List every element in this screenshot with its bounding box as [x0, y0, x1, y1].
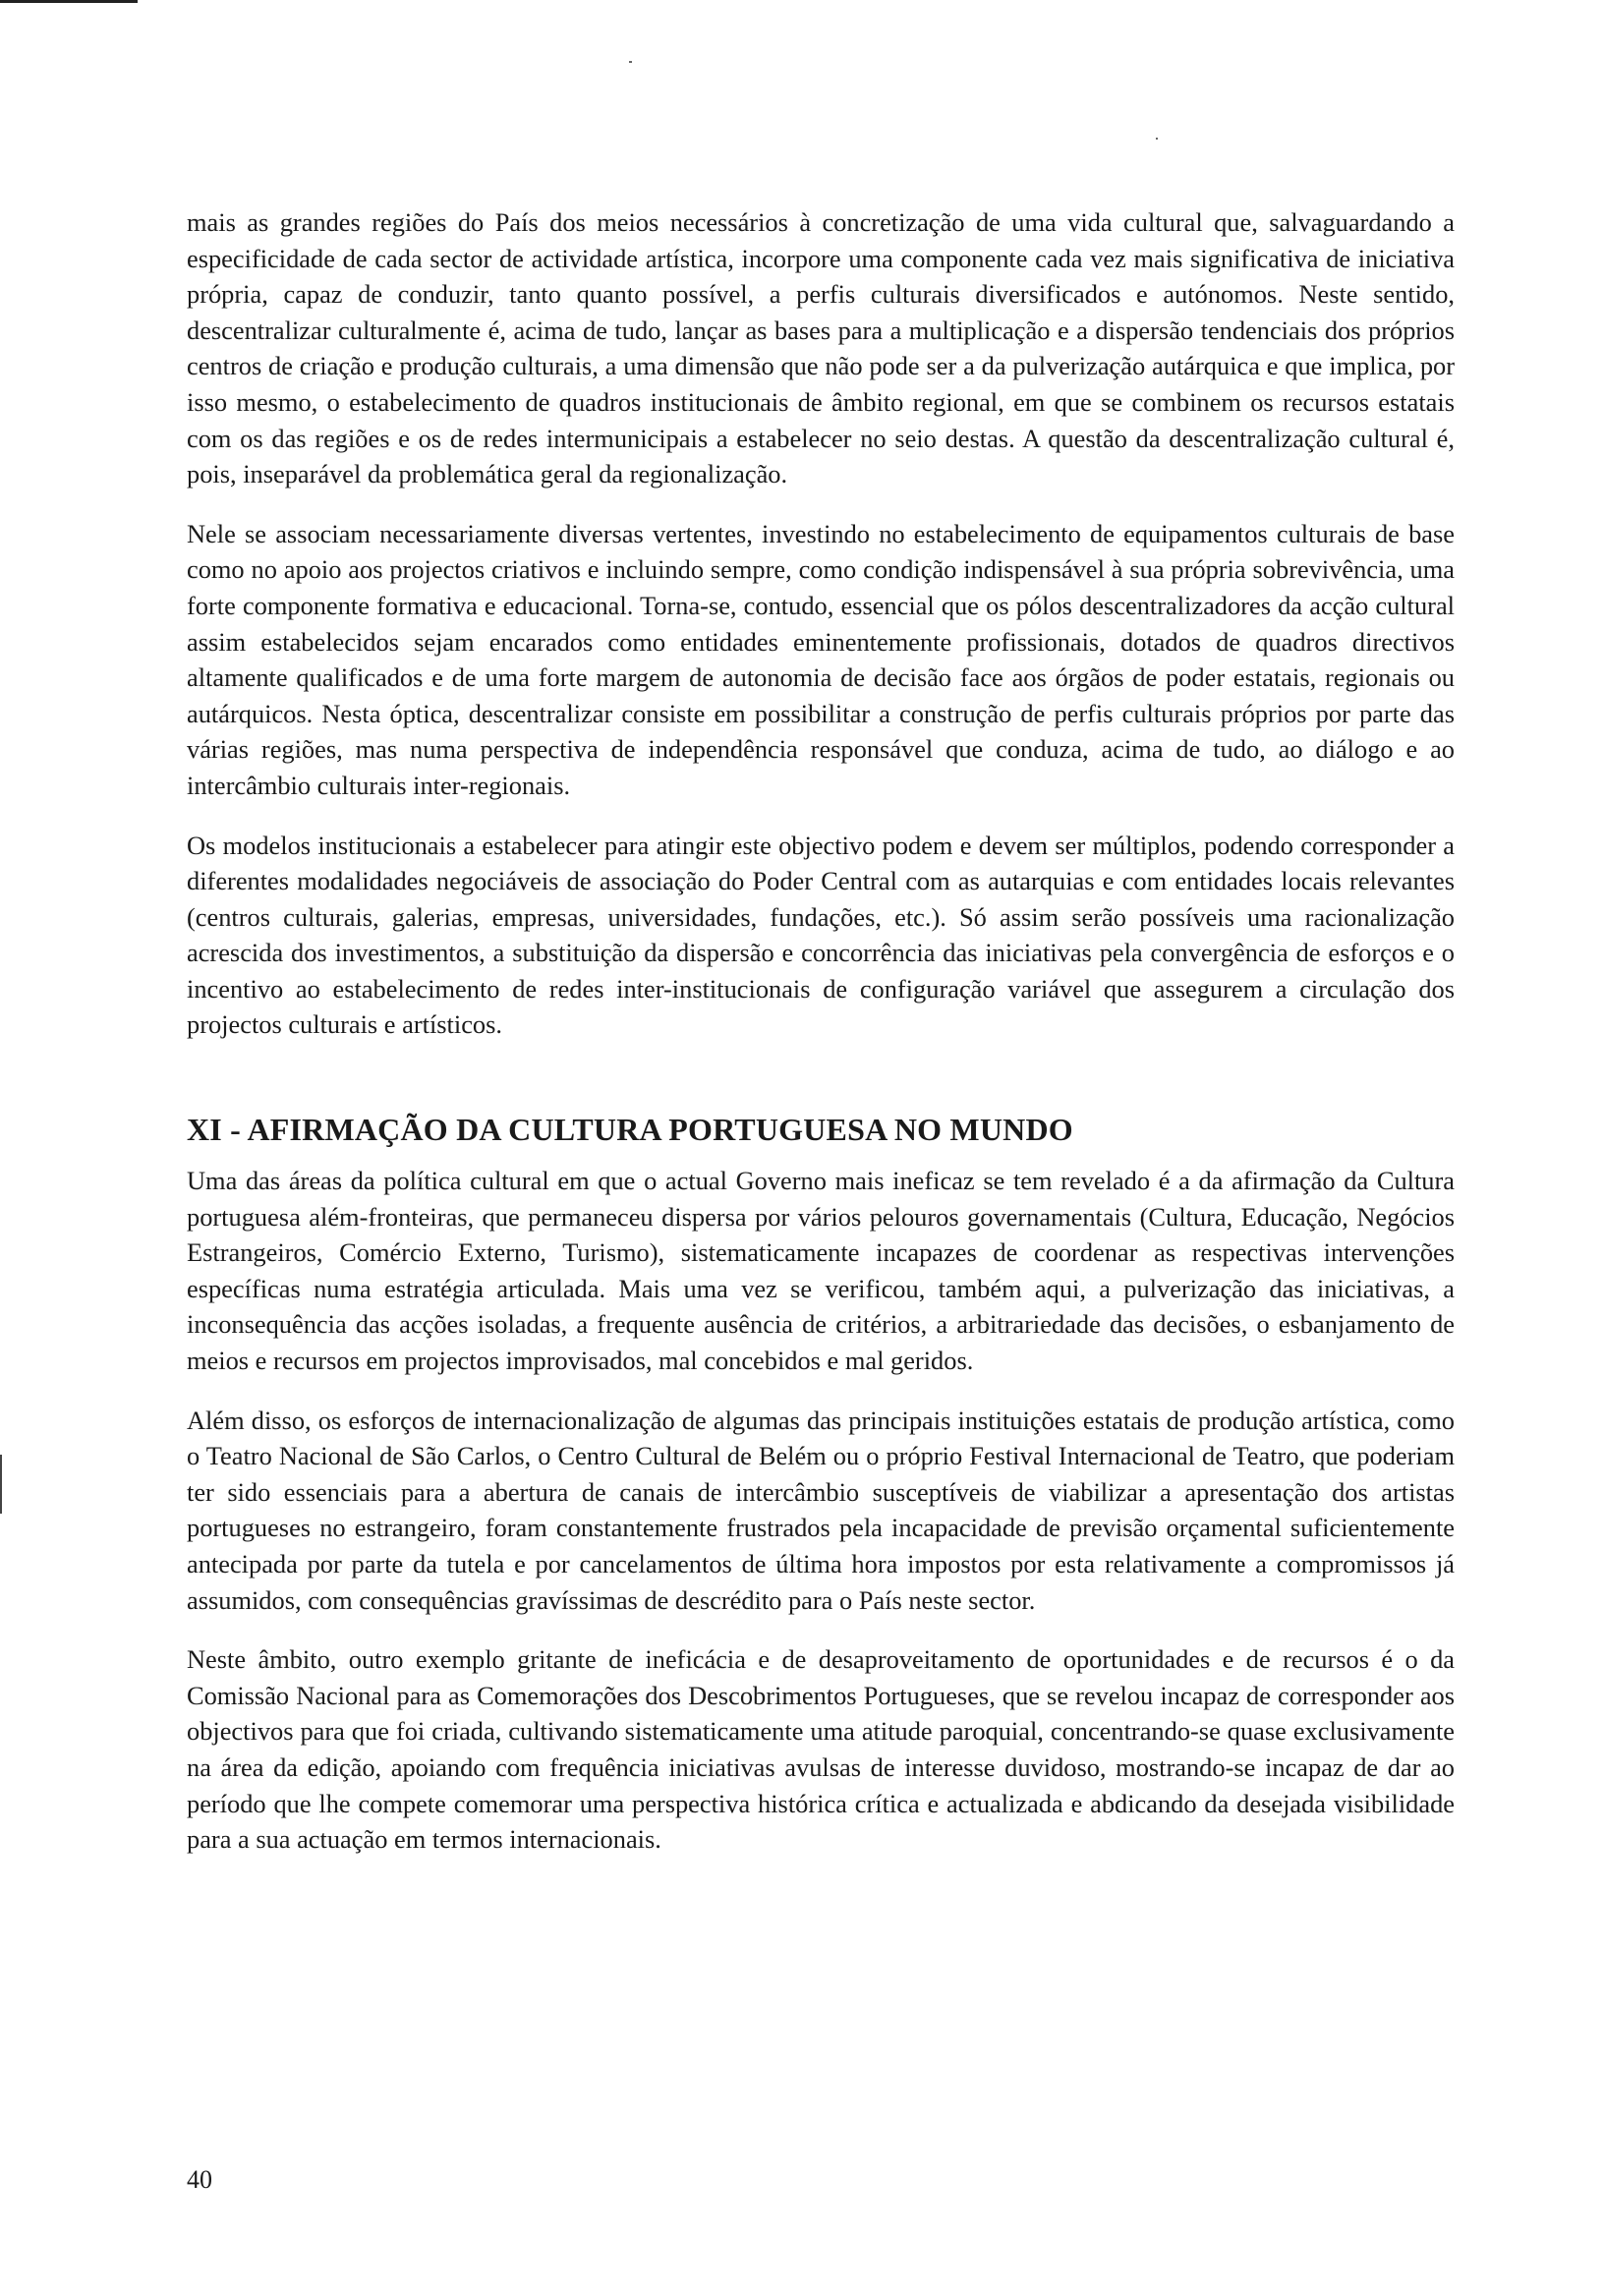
scan-border-mark	[0, 0, 138, 3]
paragraph: Além disso, os esforços de internacionalização de algumas das principais instituições estatais de produção artística, como o Teatro Nacional de São Carlos, o Centro Cultural de Belém ou o próprio Festival Internacional de Teatro, que poderiam ter sido essenciais para a abertura de canais de intercâmbio susceptíveis de viabilizar a apresentação dos artistas portugueses no estrangeiro, foram constantemente frustrados pela incapacidade de previsão orçamental suficientemente antecipada por parte da tutela e por cancelamentos de última hora impostos por esta relativamente a compromissos já assumidos, com consequências gravíssimas de descrédito para o País neste sector.	[187, 1405, 1455, 1615]
body-section-afirmacao	[187, 1163, 1455, 1858]
scan-speck	[1156, 138, 1158, 140]
page-number: 40	[187, 2165, 212, 2194]
scan-margin-mark	[0, 1455, 2, 1514]
paragraph: Neste âmbito, outro exemplo gritante de ineficácia e de desaproveitamento de oportunidades e de recursos é o da Comissão Nacional para as Comemorações dos Descobrimentos Portugueses, que se revelou incapaz de corresponder aos objectivos para que foi criada, cultivando sistematicamente uma atitude paroquial, concentrando-se quase exclusivamente na área da edição, apoiando com frequência iniciativas avulsas de interesse duvidoso, mostrando-se incapaz de dar ao período que lhe compete comemorar uma perspectiva histórica crítica e actualizada e abdicando da desejada visibilidade para a sua actuação em termos internacionais.	[187, 1644, 1455, 1855]
paragraph: Uma das áreas da política cultural em que o actual Governo mais ineficaz se tem revelado é a da afirmação da Cultura portuguesa além-fronteiras, que permaneceu dispersa por vários pelouros governamentais (Cultura, Educação, Negócios Estrangeiros, Comércio Externo, Turismo), sistematicamente incapazes de coordenar as respectivas intervenções específicas numa estratégia articulada. Mais uma vez se verificou, também aqui, a pulverização das iniciativas, a inconsequência das acções isoladas, a frequente ausência de critérios, a arbitrariedade das decisões, o esbanjamento de meios e recursos em projectos improvisados, mal concebidos e mal geridos.	[187, 1166, 1455, 1376]
scan-speck	[629, 61, 632, 63]
paragraph: mais as grandes regiões do País dos meios necessários à concretização de uma vida cultural que, salvaguardando a especificidade de cada sector de actividade artística, incorpore uma componente cada vez mais significativa de iniciativa própria, capaz de conduzir, tanto quanto possível, a perfis culturais diversificados e autónomos. Neste sentido, descentralizar culturalmente é, acima de tudo, lançar as bases para a multiplicação e a dispersão tendenciais dos próprios centros de criação e produção culturais, a uma dimensão que não pode ser a da pulverização autárquica e que implica, por isso mesmo, o estabelecimento de quadros institucionais de âmbito regional, em que se combinem os recursos estatais com os das regiões e os de redes intermunicipais a estabelecer no seio destas. A questão da descentralização cultural é, pois, inseparável da problemática geral da regionalização.	[187, 207, 1455, 489]
document-page	[187, 204, 1455, 1881]
section-heading: XI - AFIRMAÇÃO DA CULTURA PORTUGUESA NO MUNDO	[187, 1112, 1073, 1148]
body-section-descentralizacao	[187, 204, 1455, 1043]
paragraph: Nele se associam necessariamente diversas vertentes, investindo no estabelecimento de equipamentos culturais de base como no apoio aos projectos criativos e incluindo sempre, como condição indispensável à sua própria sobrevivência, uma forte componente formativa e educacional. Torna-se, contudo, essencial que os pólos descentralizadores da acção cultural assim estabelecidos sejam encarados como entidades eminentemente profissionais, dotados de quadros directivos altamente qualificados e de uma forte margem de autonomia de decisão face aos órgãos de poder estatais, regionais ou autárquicos. Nesta óptica, descentralizar consiste em possibilitar a construção de perfis culturais próprios por parte das várias regiões, mas numa perspectiva de independência responsável que conduza, acima de tudo, ao diálogo e ao intercâmbio culturais inter-regionais.	[187, 518, 1455, 800]
paragraph: Os modelos institucionais a estabelecer para atingir este objectivo podem e devem ser múltiplos, podendo corresponder a diferentes modalidades negociáveis de associação do Poder Central com as autarquias e com entidades locais relevantes (centros culturais, galerias, empresas, universidades, fundações, etc.). Só assim serão possíveis uma racionalização acrescida dos investimentos, a substituição da dispersão e concorrência das iniciativas pela convergência de esforços e o incentivo ao estabelecimento de redes inter-institucionais de configuração variável que assegurem a circulação dos projectos culturais e artísticos.	[187, 830, 1455, 1040]
